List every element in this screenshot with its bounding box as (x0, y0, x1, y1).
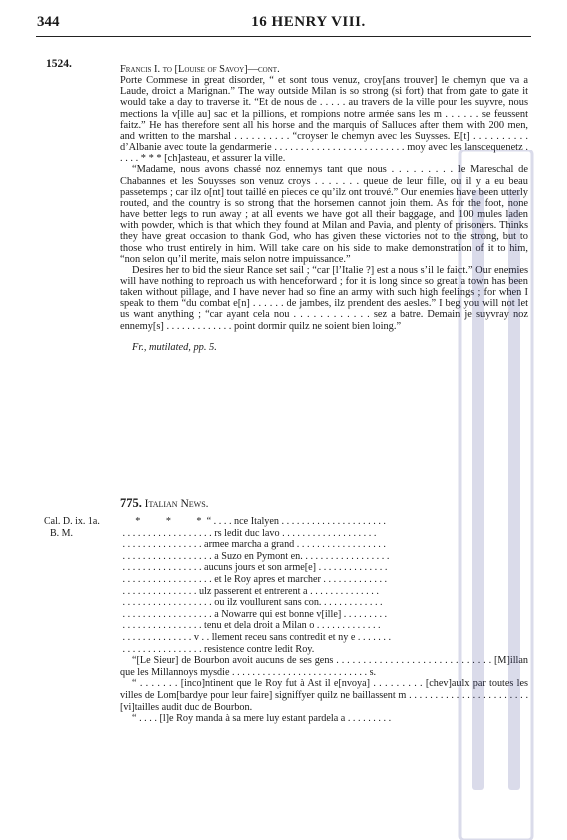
letter-heading (120, 64, 528, 75)
page-number: 344 (37, 14, 60, 30)
entry-title: Italian News. (144, 498, 209, 510)
letter-paragraph-3: Desires her to bid the sieur Rance set sail ; “car [l’Italie ?] est a nous s’il le faict.” Our enemies will have nothing to reproach us with henceforward ; for it is long since so great a town has been taken without pillage, and I have never had so fine an army with such high feelings ; for when I speak to them “du combat e[n] . . . . . . de jambes, ilz prendent des aesles.” I beg you will not let us want anything ; “car ayant cela nou . . . . . . . . . . . . sez a batre. Demain je suyvray noz ennemy[s] . . . . . . . . . . . . . point dormir quilz ne soient bien loing.” (120, 264, 528, 332)
news-paragraph: “ . . . . . . . [inco]ntinent que le Roy fut à Ast il e[nvoya] . . . . . . . . . [chev]aulx par toutes les villes de Lom[bardye pour leur faire] signiffyer quilz ne baillassent m . . . . . . . . . . . . . . . . . . . . . . . [vi]tailles audit duc de Bourbon. (120, 678, 528, 713)
entry-heading (120, 496, 528, 511)
news-body (120, 516, 528, 725)
news-line: . . . . . . . . . . . . . . . ulz passerent et entrerent a . . . . . . . . . . . . . . (120, 585, 379, 597)
news-line: . . . . . . . . . . . . . . . . . . a Suzo en Pymont en. . . . . . . . . . . . . . . . . . (120, 550, 390, 562)
news-line: . . . . . . . . . . . . . . . . . . a Nowarre qui est bonne v[ille] . . . . . . . . . (120, 608, 388, 620)
letter-heading-text: Francis I. to [Louise of Savoy]—cont. (120, 64, 280, 75)
news-line: . . . . . . . . . . . . . . . . . . rs ledit duc lavo . . . . . . . . . . . . . . . . . . . (120, 527, 377, 539)
news-line: . . . . . . . . . . . . . . . . armee marcha a grand . . . . . . . . . . . . . . . . . . (120, 539, 386, 551)
news-paragraph: “[Le Sieur] de Bourbon avoit aucuns de ses gens . . . . . . . . . . . . . . . . . . . . . . . . . . . . . [M]illan que les Millannoys mysdie . . . . . . . . . . . . . . . . . . . . . . . . . . . s. (120, 655, 528, 678)
letter-paragraph-1: Porte Commese in great disorder, “ et sont tous venuz, croy[ans trouver] le chemyn que va a Laude, droict a Marignan.” The way outside Milan is so strong (si fort) that from gate to gate it would take a day to traverse it. “Et de nous de . . . . . au travers de la ville pour les suyvre, nous mections la v[ille au] sac et la pillions, et rompions notre armée sans les m . . . . . . se feussent faitz.” He has therefore sent all his horse and the marquis of Salluces after them with 200 men, and written to the marshal . . . . . . . . . . “croyser le chemyn avec les Suysses. E[t] . . . . . . . . . . d’Albanie avec toute la gendarmerie . . . . . . . . . . . . . . . . . . . . . . . . . moy avec les lanscequenetz . . . . . * * * [ch]asteau, et assurer la ville. (120, 75, 528, 165)
news-line: . . . . . . . . . . . . . . . . tenu et dela droit a Milan o . . . . . . . . . . . . . (120, 620, 381, 632)
news-line: . . . . . . . . . . . . . . v . . llement receu sans contredit et ny e . . . . . . . (120, 631, 392, 643)
letter-note: Fr., mutilated, pp. 5. (132, 341, 217, 353)
entry-number: 775. (120, 496, 142, 510)
running-title: 16 HENRY VIII. (251, 14, 366, 30)
news-line: . . . . . . . . . . . . . . . . resistence contre ledit Roy. (120, 643, 315, 655)
margin-reference-line: Cal. D. ix. 1a. (44, 516, 100, 527)
margin-year: 1524. (46, 58, 72, 70)
news-line: . . . . . . . . . . . . . . . . . . ou ilz voullurent sans con. . . . . . . . . . . . . (120, 597, 383, 609)
news-paragraph: “ . . . . [l]e Roy manda à sa mere luy estant pardela a . . . . . . . . . (132, 713, 392, 725)
margin-reference-line: B. M. (50, 528, 74, 539)
news-line: . . . . . . . . . . . . . . . . . . et le Roy apres et marcher . . . . . . . . . . . . . (120, 573, 388, 585)
news-line: . . . . . . . . . . . . . . . . aucuns jours et son arme[e] . . . . . . . . . . . . . . (120, 562, 388, 574)
news-line: * * * “ . . . . nce Italyen . . . . . . . . . . . . . . . . . . . . . (120, 516, 386, 527)
header-rule (36, 36, 531, 37)
margin-reference (44, 516, 100, 540)
letter-body (120, 64, 528, 353)
letter-paragraph-2: “Madame, nous avons chassé noz ennemys tant que nous . . . . . . . . . le Mareschal de Chabannes et les Souysses son venuz croys . . . . . . . queue de leur fille, ou il y a eu beau passetemps ; car ilz o[nt] tout taillé en pieces ce qu’ilz ont trouvé.” Our enemies have been utterly routed, and the country is so strong that the horsemen cannot join them. As for the foot, none have better legs to run away ; at all events we have got all their baggage, and 100 mules laden with powder, which is that which they found at Milan and Pavia, and plenty of prisoners. Thinks they have great occasion to thank God, who has given these victories not to the strong, but to those who trust entirely in him. Will take care on his side to make demonstration of it to him, “non selon qu’il merite, mais selon notre impuissance.” (120, 164, 528, 265)
